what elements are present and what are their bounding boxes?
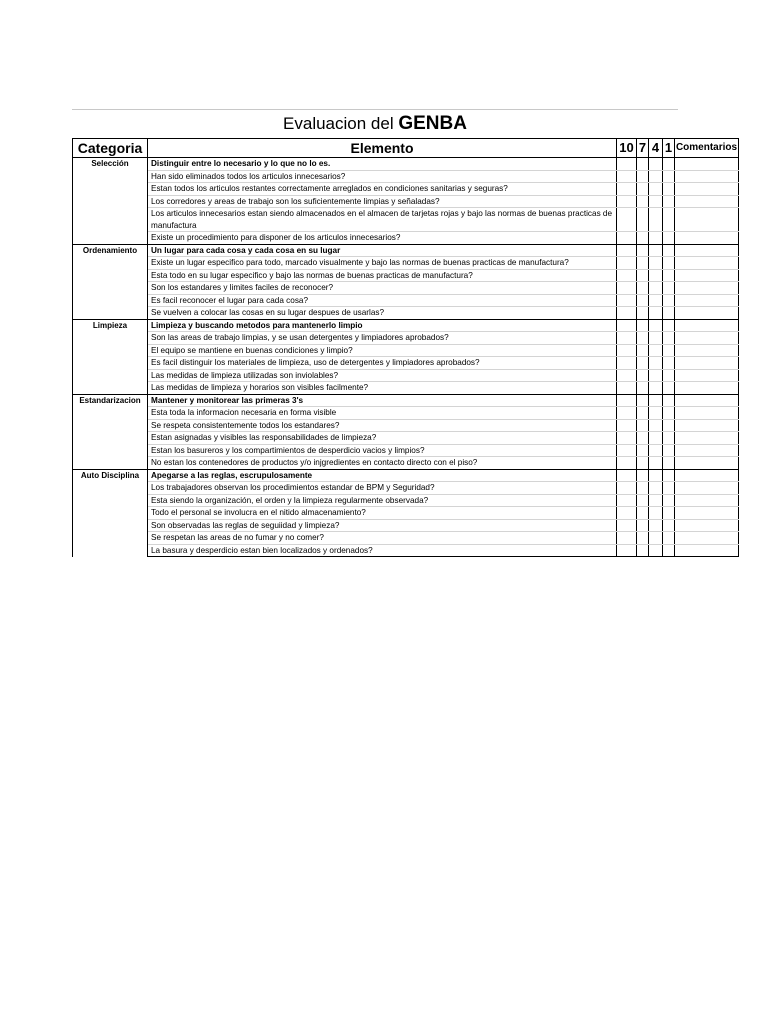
element-cell: Los trabajadores observan los procedimientos estandar de BPM y Seguridad? [148, 482, 617, 495]
score-10-cell[interactable] [617, 332, 637, 345]
element-cell: El equipo se mantiene en buenas condiciones y limpio? [148, 344, 617, 357]
table-row [73, 307, 739, 320]
score-4-cell[interactable] [649, 183, 663, 196]
category-cell: Selección [73, 158, 148, 245]
table-row [73, 195, 739, 208]
category-group [73, 158, 739, 245]
score-1-cell[interactable] [663, 369, 675, 382]
comment-cell[interactable] [675, 170, 739, 183]
score-4-cell[interactable] [649, 232, 663, 245]
score-1-cell[interactable] [663, 507, 675, 520]
score-10-cell[interactable] [617, 195, 637, 208]
score-7-cell[interactable] [637, 158, 649, 171]
score-7-cell[interactable] [637, 195, 649, 208]
score-1-cell[interactable] [663, 232, 675, 245]
category-group [73, 469, 739, 557]
score-10-cell[interactable] [617, 444, 637, 457]
score-1-cell[interactable] [663, 532, 675, 545]
comment-cell[interactable] [675, 407, 739, 420]
element-heading: Limpieza y buscando metodos para mantenerlo limpio [148, 319, 617, 332]
table-row [73, 332, 739, 345]
score-10-cell[interactable] [617, 257, 637, 270]
element-cell: Estan los basureros y los compartimientos de desperdicio vacios y limpios? [148, 444, 617, 457]
score-7-cell[interactable] [637, 507, 649, 520]
element-cell: Esta toda la informacion necesaria en forma visible [148, 407, 617, 420]
comment-cell[interactable] [675, 232, 739, 245]
element-heading: Apegarse a las reglas, escrupulosamente [148, 469, 617, 482]
score-10-cell[interactable] [617, 457, 637, 470]
table-row [73, 269, 739, 282]
comment-cell[interactable] [675, 469, 739, 482]
score-1-cell[interactable] [663, 444, 675, 457]
comment-cell[interactable] [675, 482, 739, 495]
score-4-cell[interactable] [649, 170, 663, 183]
header-score-1: 1 [663, 139, 675, 158]
score-10-cell[interactable] [617, 382, 637, 395]
comment-cell[interactable] [675, 394, 739, 407]
title-prefix: Evaluacion del [283, 114, 394, 133]
comment-cell[interactable] [675, 444, 739, 457]
element-cell: La basura y desperdicio estan bien localizados y ordenados? [148, 544, 617, 557]
score-4-cell[interactable] [649, 432, 663, 445]
score-10-cell[interactable] [617, 158, 637, 171]
header-score-4: 4 [649, 139, 663, 158]
table-row [73, 457, 739, 470]
comment-cell[interactable] [675, 282, 739, 295]
score-4-cell[interactable] [649, 544, 663, 557]
comment-cell[interactable] [675, 494, 739, 507]
element-cell: Las medidas de limpieza utilizadas son inviolables? [148, 369, 617, 382]
comment-cell[interactable] [675, 208, 739, 232]
score-7-cell[interactable] [637, 269, 649, 282]
score-4-cell[interactable] [649, 457, 663, 470]
score-1-cell[interactable] [663, 282, 675, 295]
header-row [73, 139, 739, 158]
score-7-cell[interactable] [637, 357, 649, 370]
score-1-cell[interactable] [663, 357, 675, 370]
score-4-cell[interactable] [649, 394, 663, 407]
sheet-title [72, 110, 678, 138]
score-7-cell[interactable] [637, 469, 649, 482]
title-main: GENBA [398, 113, 467, 134]
score-4-cell[interactable] [649, 307, 663, 320]
score-1-cell[interactable] [663, 344, 675, 357]
comment-cell[interactable] [675, 544, 739, 557]
table-row [73, 419, 739, 432]
comment-cell[interactable] [675, 257, 739, 270]
element-cell: Las medidas de limpieza y horarios son visibles facilmente? [148, 382, 617, 395]
comment-cell[interactable] [675, 307, 739, 320]
category-cell: Estandarizacion [73, 394, 148, 469]
element-cell: Es facil reconocer el lugar para cada cosa? [148, 294, 617, 307]
score-7-cell[interactable] [637, 307, 649, 320]
score-4-cell[interactable] [649, 507, 663, 520]
table-row [73, 344, 739, 357]
score-4-cell[interactable] [649, 444, 663, 457]
table-row [73, 482, 739, 495]
score-4-cell[interactable] [649, 469, 663, 482]
comment-cell[interactable] [675, 183, 739, 196]
table-row [73, 232, 739, 245]
score-7-cell[interactable] [637, 407, 649, 420]
score-10-cell[interactable] [617, 432, 637, 445]
score-1-cell[interactable] [663, 319, 675, 332]
score-7-cell[interactable] [637, 208, 649, 232]
score-1-cell[interactable] [663, 457, 675, 470]
comment-cell[interactable] [675, 344, 739, 357]
comment-cell[interactable] [675, 319, 739, 332]
score-1-cell[interactable] [663, 394, 675, 407]
score-1-cell[interactable] [663, 183, 675, 196]
score-1-cell[interactable] [663, 158, 675, 171]
score-7-cell[interactable] [637, 544, 649, 557]
element-heading: Mantener y monitorear las primeras 3's [148, 394, 617, 407]
score-4-cell[interactable] [649, 208, 663, 232]
comment-cell[interactable] [675, 532, 739, 545]
table-row [73, 444, 739, 457]
score-1-cell[interactable] [663, 244, 675, 257]
comment-cell[interactable] [675, 332, 739, 345]
score-1-cell[interactable] [663, 294, 675, 307]
score-10-cell[interactable] [617, 170, 637, 183]
score-1-cell[interactable] [663, 482, 675, 495]
score-10-cell[interactable] [617, 282, 637, 295]
score-4-cell[interactable] [649, 407, 663, 420]
score-7-cell[interactable] [637, 457, 649, 470]
score-10-cell[interactable] [617, 307, 637, 320]
table-row [73, 394, 739, 407]
score-7-cell[interactable] [637, 170, 649, 183]
score-10-cell[interactable] [617, 507, 637, 520]
category-cell: Ordenamiento [73, 244, 148, 319]
score-4-cell[interactable] [649, 382, 663, 395]
element-cell: Existe un procedimiento para disponer de los articulos innecesarios? [148, 232, 617, 245]
score-10-cell[interactable] [617, 269, 637, 282]
score-10-cell[interactable] [617, 532, 637, 545]
table-row [73, 382, 739, 395]
table-row [73, 158, 739, 171]
score-10-cell[interactable] [617, 208, 637, 232]
table-row [73, 432, 739, 445]
score-10-cell[interactable] [617, 469, 637, 482]
element-cell: Los articulos innecesarios estan siendo almacenados en el almacen de tarjetas rojas y bajo las normas de buenas practicas de manufactura [148, 208, 617, 232]
score-4-cell[interactable] [649, 519, 663, 532]
element-cell: Se vuelven a colocar las cosas en su lugar despues de usarlas? [148, 307, 617, 320]
score-7-cell[interactable] [637, 519, 649, 532]
score-10-cell[interactable] [617, 407, 637, 420]
score-7-cell[interactable] [637, 432, 649, 445]
score-1-cell[interactable] [663, 407, 675, 420]
score-7-cell[interactable] [637, 183, 649, 196]
score-4-cell[interactable] [649, 532, 663, 545]
table-row [73, 294, 739, 307]
comment-cell[interactable] [675, 519, 739, 532]
category-group [73, 319, 739, 394]
score-4-cell[interactable] [649, 369, 663, 382]
comment-cell[interactable] [675, 382, 739, 395]
score-7-cell[interactable] [637, 419, 649, 432]
score-7-cell[interactable] [637, 344, 649, 357]
score-1-cell[interactable] [663, 307, 675, 320]
score-1-cell[interactable] [663, 257, 675, 270]
comment-cell[interactable] [675, 269, 739, 282]
score-10-cell[interactable] [617, 494, 637, 507]
comment-cell[interactable] [675, 357, 739, 370]
table-row [73, 544, 739, 557]
table-row [73, 369, 739, 382]
score-10-cell[interactable] [617, 369, 637, 382]
score-1-cell[interactable] [663, 494, 675, 507]
score-10-cell[interactable] [617, 544, 637, 557]
score-4-cell[interactable] [649, 332, 663, 345]
comment-cell[interactable] [675, 294, 739, 307]
element-cell: Se respeta consistentemente todos los estandares? [148, 419, 617, 432]
score-1-cell[interactable] [663, 170, 675, 183]
score-1-cell[interactable] [663, 519, 675, 532]
score-4-cell[interactable] [649, 244, 663, 257]
evaluation-table [72, 138, 739, 557]
score-1-cell[interactable] [663, 419, 675, 432]
score-10-cell[interactable] [617, 482, 637, 495]
score-7-cell[interactable] [637, 369, 649, 382]
comment-cell[interactable] [675, 158, 739, 171]
score-10-cell[interactable] [617, 183, 637, 196]
category-group [73, 244, 739, 319]
score-4-cell[interactable] [649, 269, 663, 282]
score-4-cell[interactable] [649, 257, 663, 270]
score-4-cell[interactable] [649, 158, 663, 171]
score-4-cell[interactable] [649, 419, 663, 432]
table-row [73, 507, 739, 520]
score-1-cell[interactable] [663, 469, 675, 482]
comment-cell[interactable] [675, 457, 739, 470]
element-cell: Han sido eliminados todos los articulos innecesarios? [148, 170, 617, 183]
score-4-cell[interactable] [649, 195, 663, 208]
element-cell: Estan asignadas y visibles las responsabilidades de limpieza? [148, 432, 617, 445]
score-10-cell[interactable] [617, 419, 637, 432]
score-4-cell[interactable] [649, 482, 663, 495]
table-row [73, 208, 739, 232]
element-cell: Son los estandares y limites faciles de reconocer? [148, 282, 617, 295]
comment-cell[interactable] [675, 369, 739, 382]
score-7-cell[interactable] [637, 482, 649, 495]
element-cell: Son las areas de trabajo limpias, y se usan detergentes y limpiadores aprobados? [148, 332, 617, 345]
table-row [73, 357, 739, 370]
score-4-cell[interactable] [649, 294, 663, 307]
table-row [73, 257, 739, 270]
score-10-cell[interactable] [617, 519, 637, 532]
comment-cell[interactable] [675, 195, 739, 208]
score-7-cell[interactable] [637, 232, 649, 245]
score-7-cell[interactable] [637, 532, 649, 545]
element-cell: Los corredores y areas de trabajo son los suficientemente limpias y señaladas? [148, 195, 617, 208]
element-cell: Es facil distinguir los materiales de limpieza, uso de detergentes y limpiadores aprobados? [148, 357, 617, 370]
score-10-cell[interactable] [617, 232, 637, 245]
element-cell: Esta siendo la organización, el orden y la limpieza regularmente observada? [148, 494, 617, 507]
score-4-cell[interactable] [649, 319, 663, 332]
score-10-cell[interactable] [617, 319, 637, 332]
category-group [73, 394, 739, 469]
element-cell: No estan los contenedores de productos y/o injgredientes en contacto directo con el piso? [148, 457, 617, 470]
score-4-cell[interactable] [649, 282, 663, 295]
score-10-cell[interactable] [617, 357, 637, 370]
table-row [73, 282, 739, 295]
score-1-cell[interactable] [663, 544, 675, 557]
score-4-cell[interactable] [649, 357, 663, 370]
score-7-cell[interactable] [637, 257, 649, 270]
score-1-cell[interactable] [663, 332, 675, 345]
score-4-cell[interactable] [649, 494, 663, 507]
score-7-cell[interactable] [637, 294, 649, 307]
comment-cell[interactable] [675, 432, 739, 445]
score-10-cell[interactable] [617, 344, 637, 357]
header-score-10: 10 [617, 139, 637, 158]
score-7-cell[interactable] [637, 382, 649, 395]
table-row [73, 244, 739, 257]
header-elemento: Elemento [148, 139, 617, 158]
score-10-cell[interactable] [617, 394, 637, 407]
comment-cell[interactable] [675, 244, 739, 257]
table-row [73, 494, 739, 507]
header-comentarios: Comentarios [675, 139, 739, 158]
comment-cell[interactable] [675, 507, 739, 520]
table-row [73, 170, 739, 183]
evaluation-sheet [72, 109, 738, 557]
element-cell: Se respetan las areas de no fumar y no comer? [148, 532, 617, 545]
score-7-cell[interactable] [637, 494, 649, 507]
score-7-cell[interactable] [637, 394, 649, 407]
score-7-cell[interactable] [637, 319, 649, 332]
element-cell: Existe un lugar especifico para todo, marcado visualmente y bajo las normas de buenas practicas de manufactura? [148, 257, 617, 270]
element-cell: Esta todo en su lugar especifico y bajo las normas de buenas practicas de manufactura? [148, 269, 617, 282]
element-heading: Un lugar para cada cosa y cada cosa en su lugar [148, 244, 617, 257]
table-row [73, 519, 739, 532]
score-7-cell[interactable] [637, 244, 649, 257]
score-1-cell[interactable] [663, 269, 675, 282]
score-10-cell[interactable] [617, 294, 637, 307]
header-score-7: 7 [637, 139, 649, 158]
element-cell: Estan todos los articulos restantes correctamente arreglados en condiciones sanitarias y seguras? [148, 183, 617, 196]
category-cell: Limpieza [73, 319, 148, 394]
score-1-cell[interactable] [663, 382, 675, 395]
element-heading: Distinguir entre lo necesario y lo que no lo es. [148, 158, 617, 171]
score-1-cell[interactable] [663, 432, 675, 445]
category-cell: Auto Disciplina [73, 469, 148, 557]
score-7-cell[interactable] [637, 332, 649, 345]
table-row [73, 469, 739, 482]
comment-cell[interactable] [675, 419, 739, 432]
score-10-cell[interactable] [617, 244, 637, 257]
score-1-cell[interactable] [663, 208, 675, 232]
score-1-cell[interactable] [663, 195, 675, 208]
element-cell: Son observadas las reglas de seguiidad y limpieza? [148, 519, 617, 532]
score-4-cell[interactable] [649, 344, 663, 357]
element-cell: Todo el personal se involucra en el nitido almacenamiento? [148, 507, 617, 520]
score-7-cell[interactable] [637, 282, 649, 295]
table-row [73, 532, 739, 545]
table-row [73, 319, 739, 332]
table-row [73, 183, 739, 196]
table-row [73, 407, 739, 420]
score-7-cell[interactable] [637, 444, 649, 457]
header-categoria: Categoria [73, 139, 148, 158]
